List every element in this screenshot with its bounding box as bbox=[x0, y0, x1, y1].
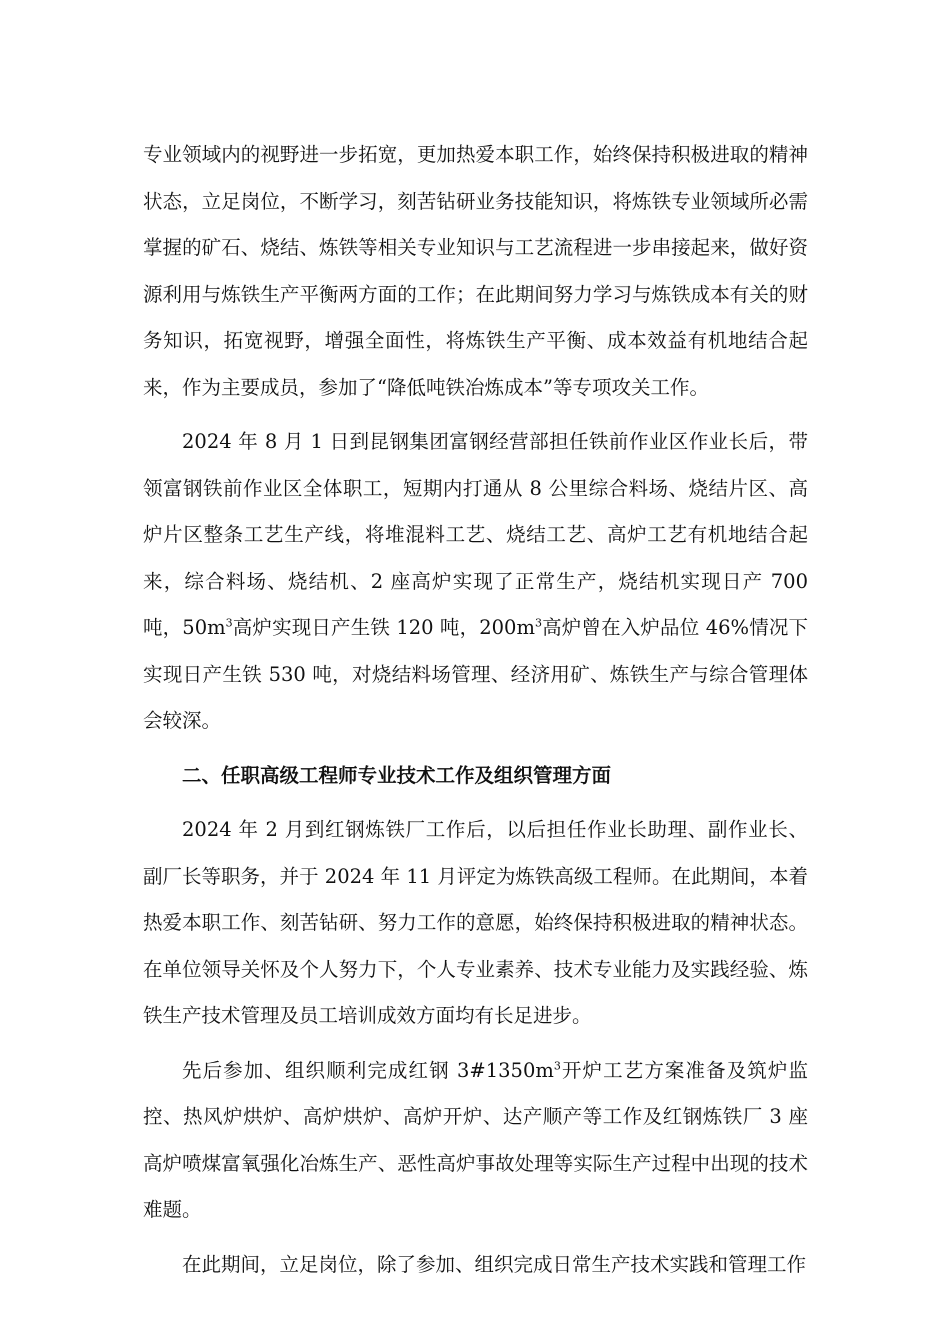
paragraph-2-text-a: 2024 年 8 月 1 日到昆钢集团富钢经营部担任铁前作业区作业长后，带领富钢铁前作业区全体职工，短期内打通从 8 公里综合料场、烧结片区、高炉片区整条工艺生产线，将堆混料工艺、烧结工艺、高炉工艺有机地结合起来，综合料场、烧结机、2 座高炉实现了正常生产，烧结机实现日产 700 吨，50m bbox=[143, 430, 808, 639]
paragraph-2-text-b: 高炉实现日产生铁 120 吨，200m bbox=[232, 616, 535, 639]
superscript-cubic: 3 bbox=[225, 616, 233, 630]
paragraph-4-text-b: 开炉工艺方案准备及筑炉监控、热风炉烘炉、高炉烘炉、高炉开炉、达产顺产等工作及红钢炼铁厂 3 座高炉喷煤富氧强化冶炼生产、恶性高炉事故处理等实际生产过程中出现的技术难题。 bbox=[143, 1058, 808, 1221]
paragraph-1: 专业领域内的视野进一步拓宽，更加热爱本职工作，始终保持积极进取的精神状态，立足岗位，不断学习，刻苦钻研业务技能知识，将炼铁专业领域所必需掌握的矿石、烧结、炼铁等相关专业知识与工艺流程进一步串接起来，做好资源利用与炼铁生产平衡两方面的工作；在此期间努力学习与炼铁成本有关的财务知识，拓宽视野，增强全面性，将炼铁生产平衡、成本效益有机地结合起来，作为主要成员，参加了“降低吨铁冶炼成本”等专项攻关工作。 bbox=[143, 143, 808, 399]
paragraph-2-text-c: 高炉曾在入炉品位 46%情况下实现日产生铁 530 吨，对烧结料场管理、经济用矿、炼铁生产与综合管理体会较深。 bbox=[143, 616, 809, 732]
paragraph-4 bbox=[143, 1048, 808, 1234]
paragraph-4-text-a: 先后参加、组织顺利完成红钢 3#1350m bbox=[182, 1058, 554, 1082]
paragraph-3: 2024 年 2 月到红钢炼铁厂工作后，以后担任作业长助理、副作业长、副厂长等职务，并于 2024 年 11 月评定为炼铁高级工程师。在此期间，本着热爱本职工作、刻苦钻研、努力工作的意愿，始终保持积极进取的精神状态。在单位领导关怀及个人努力下，个人专业素养、技术专业能力及实践经验、炼铁生产技术管理及员工培训成效方面均有长足进步。 bbox=[143, 818, 808, 1027]
superscript-cubic: 3 bbox=[534, 616, 542, 630]
paragraph-2 bbox=[143, 419, 808, 745]
superscript-cubic: 3 bbox=[553, 1059, 561, 1072]
section-heading: 二、任职高级工程师专业技术工作及组织管理方面 bbox=[182, 763, 612, 787]
document-page bbox=[143, 132, 808, 1296]
paragraph-5: 在此期间，立足岗位，除了参加、组织完成日常生产技术实践和管理工作 bbox=[182, 1252, 807, 1276]
